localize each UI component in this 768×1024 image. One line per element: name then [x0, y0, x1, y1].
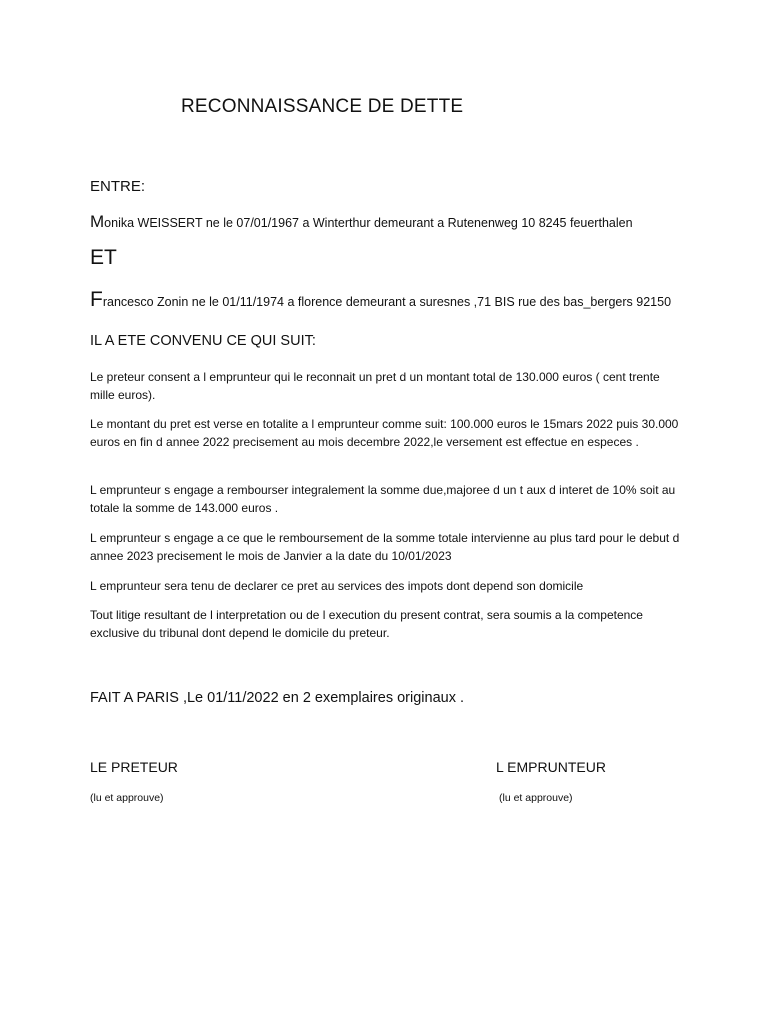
agreed-heading: IL A ETE CONVENU CE QUI SUIT:: [90, 333, 316, 349]
and-label: ET: [90, 246, 117, 269]
paragraph-repayment-date: L emprunteur s engage a ce que le remboursement de la somme totale intervienne au plus tard pour le debut d annee 2023 precisement le mois de Janvier a la date du 10/01/2023: [90, 531, 680, 563]
borrower-signature-label: L EMPRUNTEUR: [496, 759, 606, 775]
paragraph-interest: L emprunteur s engage a rembourser integralement la somme due,majoree d un t aux d interet de 10% soit au totale la somme de 143.000 euros .: [90, 483, 676, 515]
party-2: [90, 288, 671, 312]
party-2-initial: F: [90, 288, 103, 311]
party-1: [90, 212, 633, 232]
paragraph-tax-declaration: L emprunteur sera tenu de declarer ce pret au services des impots dont depend son domicile: [90, 579, 584, 593]
party-2-text: rancesco Zonin ne le 01/11/1974 a florence demeurant a suresnes ,71 BIS rue des bas_bergers 92150: [102, 295, 672, 309]
paragraph-payment-schedule: Le montant du pret est verse en totalite a l emprunteur comme suit: 100.000 euros le 15mars 2022 puis 30.000 euros en fin d annee 2022 precisement au mois decembre 2022,le versement est effectue en especes .: [90, 417, 679, 449]
paragraph-loan-amount: Le preteur consent a l emprunteur qui le reconnait un pret d un montant total de 130.000 euros ( cent trente mille euros).: [90, 370, 660, 402]
lender-signature-label: LE PRETEUR: [90, 759, 178, 775]
borrower-approval-note: (lu et approuve): [499, 792, 573, 804]
party-1-text: onika WEISSERT ne le 07/01/1967 a Winterthur demeurant a Rutenenweg 10 8245 feuerthalen: [104, 216, 633, 230]
document-title: RECONNAISSANCE DE DETTE: [181, 96, 464, 117]
between-label: ENTRE:: [90, 178, 146, 195]
party-1-initial: M: [90, 212, 105, 231]
closing-statement: FAIT A PARIS ,Le 01/11/2022 en 2 exemplaires originaux .: [90, 690, 465, 706]
paragraph-jurisdiction: Tout litige resultant de l interpretation ou de l execution du present contrat, sera soumis a la competence exclusive du tribunal dont depend le domicile du preteur.: [90, 608, 643, 640]
lender-approval-note: (lu et approuve): [90, 792, 164, 804]
